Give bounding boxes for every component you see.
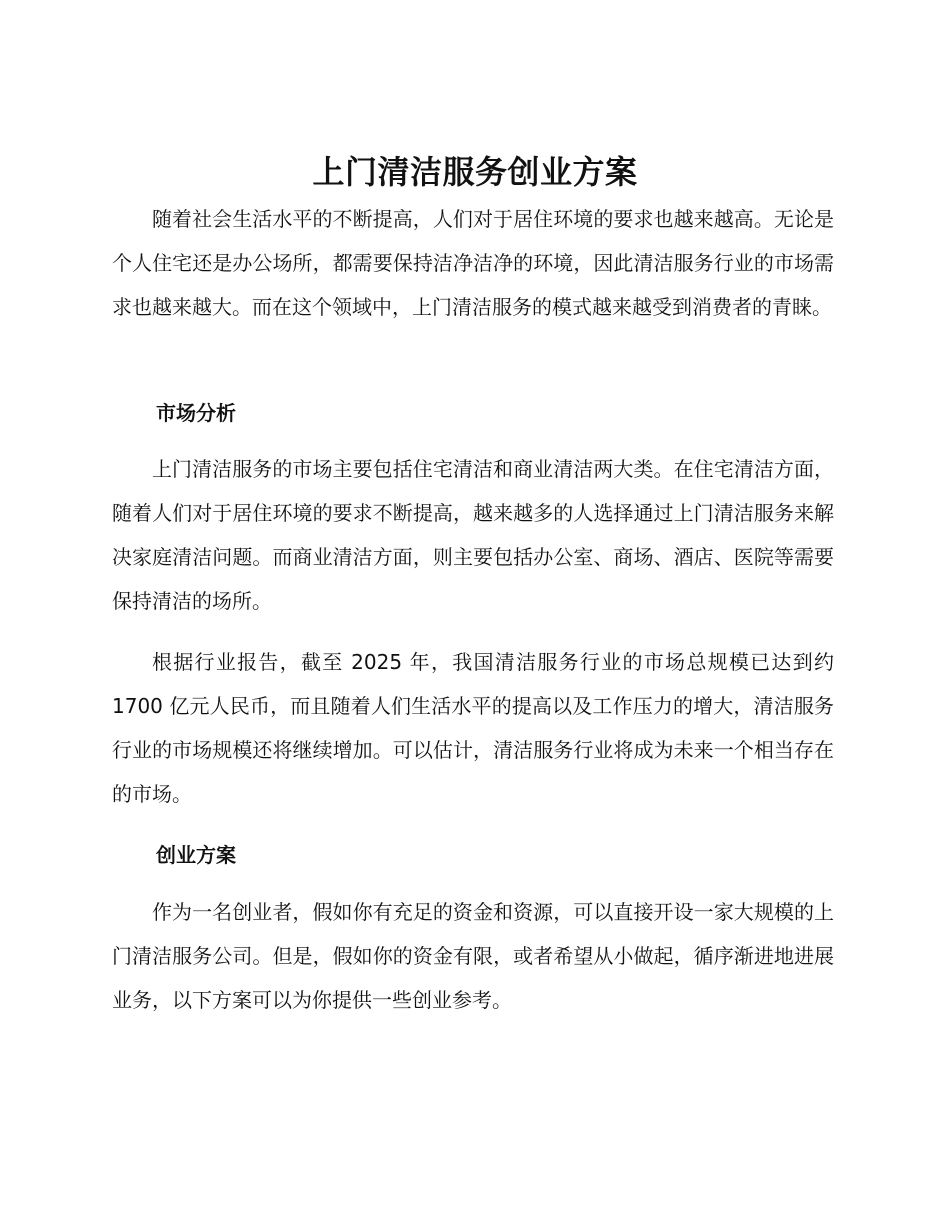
section-heading-market-analysis: 市场分析 <box>156 401 236 425</box>
market-paragraph-1: 上门清洁服务的市场主要包括住宅清洁和商业清洁两大类。在住宅清洁方面，随着人们对于居住环境的要求不断提高，越来越多的人选择通过上门清洁服务来解决家庭清洁问题。而商业清洁方面，则主要包括办公室、商场、酒店、医院等需要保持清洁的场所。 <box>112 457 834 613</box>
plan-paragraph-1: 作为一名创业者，假如你有充足的资金和资源，可以直接开设一家大规模的上门清洁服务公司。但是，假如你的资金有限，或者希望从小做起，循序渐进地进展业务，以下方案可以为你提供一些创业参考。 <box>112 900 834 1012</box>
document-title: 上门清洁服务创业方案 <box>312 153 638 191</box>
intro-paragraph: 随着社会生活水平的不断提高，人们对于居住环境的要求也越来越高。无论是个人住宅还是办公场所，都需要保持洁净洁净的环境，因此清洁服务行业的市场需求也越来越大。而在这个领域中，上门清洁服务的模式越来越受到消费者的青睐。 <box>112 207 834 319</box>
section-heading-business-plan: 创业方案 <box>156 843 236 867</box>
market-paragraph-2: 根据行业报告，截至 2025 年，我国清洁服务行业的市场总规模已达到约 1700 亿元人民币，而且随着人们生活水平的提高以及工作压力的增大，清洁服务行业的市场规模还将继续增加。可以估计，清洁服务行业将成为未来一个相当存在的市场。 <box>112 650 834 806</box>
